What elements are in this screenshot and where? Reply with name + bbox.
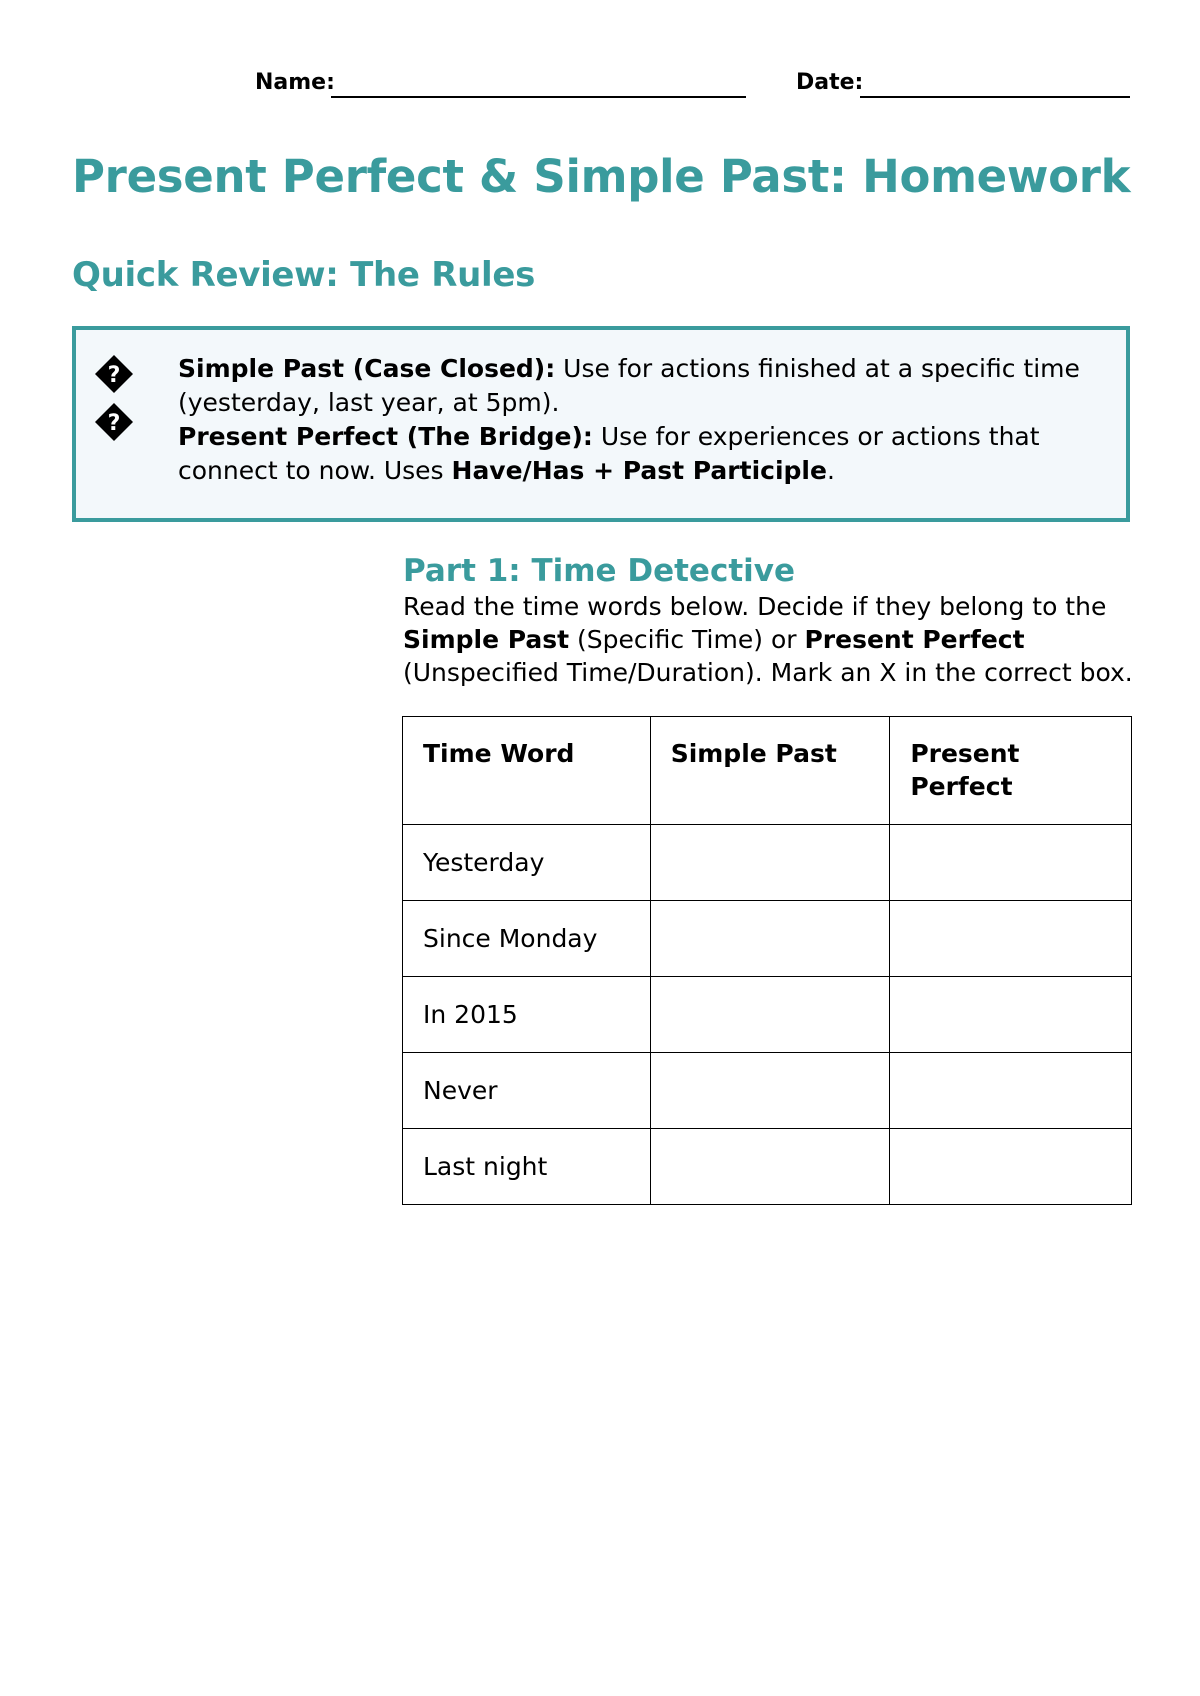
time-word-cell: In 2015 xyxy=(403,977,651,1053)
rule-formula: Have/Has + Past Participle xyxy=(451,456,827,485)
rule-end: . xyxy=(826,456,835,485)
rule-present-perfect xyxy=(178,420,1098,488)
present-perfect-checkbox[interactable] xyxy=(890,1129,1132,1205)
simple-past-checkbox[interactable] xyxy=(650,1053,890,1129)
instr-text-a: Read the time words below. Decide if they belong to the xyxy=(403,592,1107,621)
simple-past-checkbox[interactable] xyxy=(650,901,890,977)
column-header-simple-past: Simple Past xyxy=(650,717,890,825)
time-word-cell: Since Monday xyxy=(403,901,651,977)
table-row xyxy=(403,901,1132,977)
simple-past-checkbox[interactable] xyxy=(650,977,890,1053)
rules-box xyxy=(72,326,1130,522)
date-field[interactable] xyxy=(860,96,1130,98)
instr-text-e: (Unspecified Time/Duration). Mark an X in the correct box. xyxy=(403,658,1133,687)
instr-present-perfect: Present Perfect xyxy=(804,625,1025,654)
simple-past-checkbox[interactable] xyxy=(650,825,890,901)
diamond-question-icon xyxy=(94,402,134,442)
rules-text xyxy=(178,352,1098,488)
present-perfect-checkbox[interactable] xyxy=(890,901,1132,977)
instr-text-c: (Specific Time) or xyxy=(569,625,805,654)
svg-text:?: ? xyxy=(107,363,121,388)
table-row xyxy=(403,825,1132,901)
column-header-present-perfect: Present Perfect xyxy=(890,717,1132,825)
table-row xyxy=(403,1129,1132,1205)
column-header-time-word: Time Word xyxy=(403,717,651,825)
rule-simple-past xyxy=(178,352,1098,420)
table-row xyxy=(403,977,1132,1053)
time-detective-table xyxy=(402,716,1132,1205)
time-word-cell: Last night xyxy=(403,1129,651,1205)
diamond-question-icon xyxy=(94,354,134,394)
name-label: Name: xyxy=(255,70,335,95)
present-perfect-checkbox[interactable] xyxy=(890,825,1132,901)
present-perfect-checkbox[interactable] xyxy=(890,1053,1132,1129)
part1-heading: Part 1: Time Detective xyxy=(403,553,796,589)
time-word-cell: Yesterday xyxy=(403,825,651,901)
rule-simple-past-text: Use for actions finished at a specific time (yesterday, last year, at 5pm). xyxy=(178,354,1080,417)
rule-simple-past-label: Simple Past (Case Closed): xyxy=(178,354,556,383)
instr-simple-past: Simple Past xyxy=(403,625,570,654)
page-title: Present Perfect & Simple Past: Homework xyxy=(72,150,1131,203)
rule-present-perfect-text: Use for experiences or actions that connect to now. Uses xyxy=(178,422,1040,485)
rule-present-perfect-label: Present Perfect (The Bridge): xyxy=(178,422,593,451)
simple-past-checkbox[interactable] xyxy=(650,1129,890,1205)
present-perfect-checkbox[interactable] xyxy=(890,977,1132,1053)
date-label: Date: xyxy=(796,70,864,95)
table-header-row xyxy=(403,717,1132,825)
name-field[interactable] xyxy=(331,96,746,98)
part1-instructions xyxy=(403,590,1143,689)
review-heading: Quick Review: The Rules xyxy=(72,255,536,295)
table-row xyxy=(403,1053,1132,1129)
time-word-cell: Never xyxy=(403,1053,651,1129)
svg-text:?: ? xyxy=(107,411,121,436)
